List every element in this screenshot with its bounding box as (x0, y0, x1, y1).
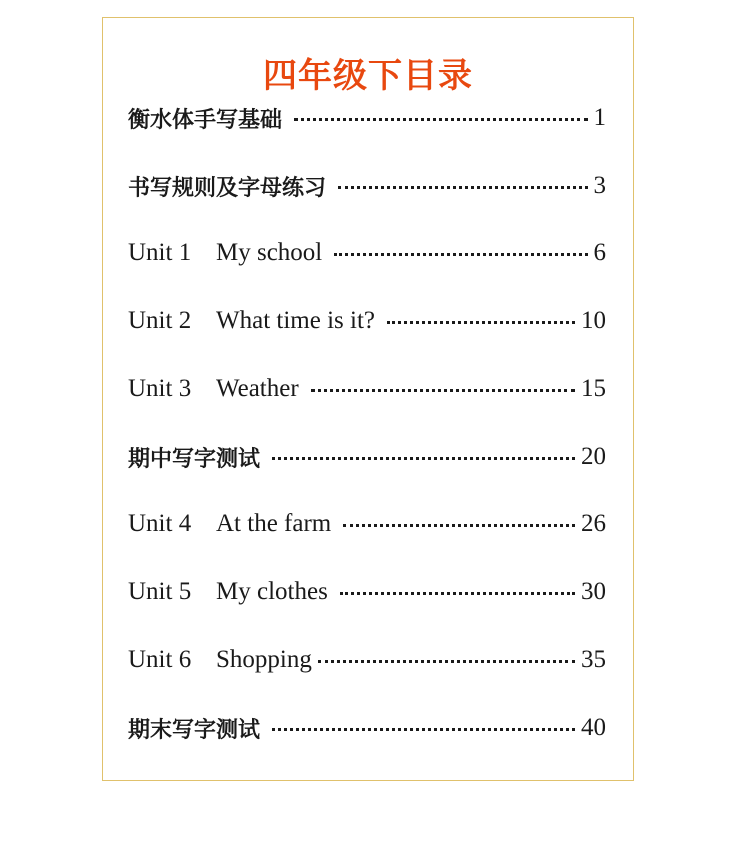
toc-row-unit-6[interactable] (128, 640, 606, 680)
toc-entry-title: 期中写字测试 (128, 446, 261, 472)
toc-page-number: 35 (581, 646, 606, 673)
toc-entry-title: My clothes (216, 578, 328, 605)
dot-leader (340, 592, 575, 595)
page-title: 四年级下目录 (263, 56, 473, 96)
toc-row-unit-4[interactable] (128, 504, 606, 544)
toc-row-unit-5[interactable] (128, 572, 606, 612)
toc-row-final-test[interactable] (128, 708, 606, 748)
toc-entry-title: What time is it? (216, 307, 375, 334)
dot-leader (272, 728, 575, 731)
toc-page-number: 15 (581, 375, 606, 402)
toc-unit-label: Unit 1 (128, 239, 192, 266)
dot-leader (334, 253, 587, 256)
dot-leader (272, 457, 575, 460)
toc-row-handwriting-basics[interactable] (128, 98, 606, 138)
toc-row-midterm-test[interactable] (128, 437, 606, 477)
toc-row-writing-rules[interactable] (128, 166, 606, 206)
toc-entry-title: 期末写字测试 (128, 717, 261, 743)
toc-page-number: 40 (581, 714, 606, 741)
toc-unit-label: Unit 2 (128, 307, 192, 334)
toc-entry-title: My school (216, 239, 323, 266)
dot-leader (338, 186, 587, 189)
toc-page-number: 30 (581, 578, 606, 605)
toc-row-unit-1[interactable] (128, 233, 606, 273)
toc-entry-title: 衡水体手写基础 (128, 107, 283, 133)
toc-entry-title: Shopping (216, 646, 312, 673)
toc-page-number: 20 (581, 443, 606, 470)
toc-unit-label: Unit 4 (128, 510, 192, 537)
toc-page-number: 1 (593, 104, 606, 131)
toc-page-number: 6 (593, 239, 606, 266)
toc-row-unit-2[interactable] (128, 301, 606, 341)
dot-leader (387, 321, 575, 324)
dot-leader (294, 118, 587, 121)
dot-leader (318, 660, 575, 663)
dot-leader (343, 524, 575, 527)
dot-leader (311, 389, 575, 392)
toc-unit-label: Unit 5 (128, 578, 192, 605)
toc-entry-title: 书写规则及字母练习 (128, 175, 327, 201)
toc-page-number: 10 (581, 307, 606, 334)
toc-row-unit-3[interactable] (128, 369, 606, 409)
toc-unit-label: Unit 3 (128, 375, 192, 402)
toc-page-number: 26 (581, 510, 606, 537)
toc-entry-title: Weather (216, 375, 299, 402)
toc-page-number: 3 (593, 172, 606, 199)
toc-entry-title: At the farm (216, 510, 332, 537)
toc-unit-label: Unit 6 (128, 646, 192, 673)
